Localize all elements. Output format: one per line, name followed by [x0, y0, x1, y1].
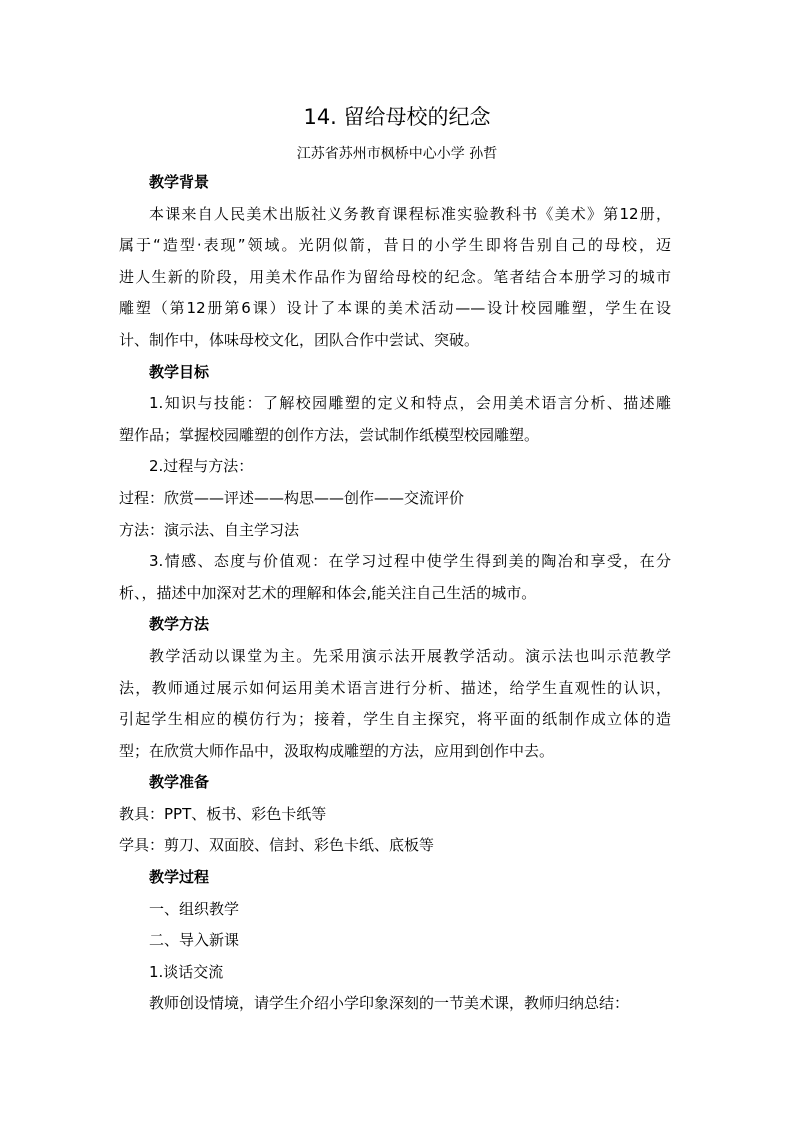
paragraph-line: 2.过程与方法： — [149, 457, 254, 476]
document-body — [119, 167, 671, 1020]
section-heading-preparation: 教学准备 — [149, 773, 210, 792]
paragraph-line: 1.谈话交流 — [149, 962, 224, 981]
paragraph-line: 型；在欣赏大师作品中，汲取构成雕塑的方法，应用到创作中去。 — [119, 741, 555, 760]
paragraph-line: 1.知识与技能：了解校园雕塑的定义和特点，会用美术语言分析、描述雕 — [149, 394, 671, 413]
paragraph-line: 3.情感、态度与价值观：在学习过程中使学生得到美的陶冶和享受，在分 — [149, 552, 671, 571]
paragraph-line: 进人生新的阶段，用美术作品作为留给母校的纪念。笔者结合本册学习的城市 — [119, 267, 671, 286]
document-author: 江苏省苏州市枫桥中心小学 孙哲 — [296, 146, 498, 162]
paragraph-line: 一、组织教学 — [149, 899, 240, 918]
section-heading-methods: 教学方法 — [149, 615, 210, 634]
paragraph-line: 方法：演示法、自主学习法 — [119, 520, 300, 539]
paragraph-line: 析、，描述中加深对艺术的理解和体会,能关注自己生活的城市。 — [119, 583, 537, 602]
paragraph-line: 过程：欣赏——评述——构思——创作——交流评价 — [119, 488, 465, 507]
paragraph-line: 教具：PPT、板书、彩色卡纸等 — [119, 804, 327, 823]
section-heading-background: 教学背景 — [149, 173, 210, 191]
section-heading-process: 教学过程 — [149, 868, 210, 887]
paragraph-line: 雕塑（第12册第6课）设计了本课的美术活动——设计校园雕塑，学生在设 — [119, 299, 671, 318]
document-title: 14. 留给母校的纪念 — [303, 105, 491, 129]
paragraph-line: 塑作品；掌握校园雕塑的创作方法，尝试制作纸模型校园雕塑。 — [119, 425, 540, 444]
paragraph-line: 二、导入新课 — [149, 931, 240, 950]
paragraph-line: 法，教师通过展示如何运用美术语言进行分析、描述，给学生直观性的认识， — [119, 678, 671, 697]
section-heading-goals: 教学目标 — [149, 362, 210, 381]
paragraph-line: 教学活动以课堂为主。先采用演示法开展教学活动。演示法也叫示范教学 — [149, 646, 671, 665]
paragraph-line: 学具：剪刀、双面胶、信封、彩色卡纸、底板等 — [119, 836, 435, 855]
paragraph-line: 教师创设情境，请学生介绍小学印象深刻的一节美术课，教师归纳总结： — [149, 994, 630, 1013]
paragraph-line: 属于“造型·表现”领域。光阴似箭，昔日的小学生即将告别自己的母校，迈 — [119, 236, 671, 255]
paragraph-line: 引起学生相应的模仿行为；接着，学生自主探究，将平面的纸制作成立体的造 — [119, 710, 671, 729]
paragraph-line: 本课来自人民美术出版社义务教育课程标准实验教科书《美术》第12册， — [149, 204, 671, 223]
paragraph-line: 计、制作中，体味母校文化，团队合作中尝试、突破。 — [119, 330, 480, 349]
